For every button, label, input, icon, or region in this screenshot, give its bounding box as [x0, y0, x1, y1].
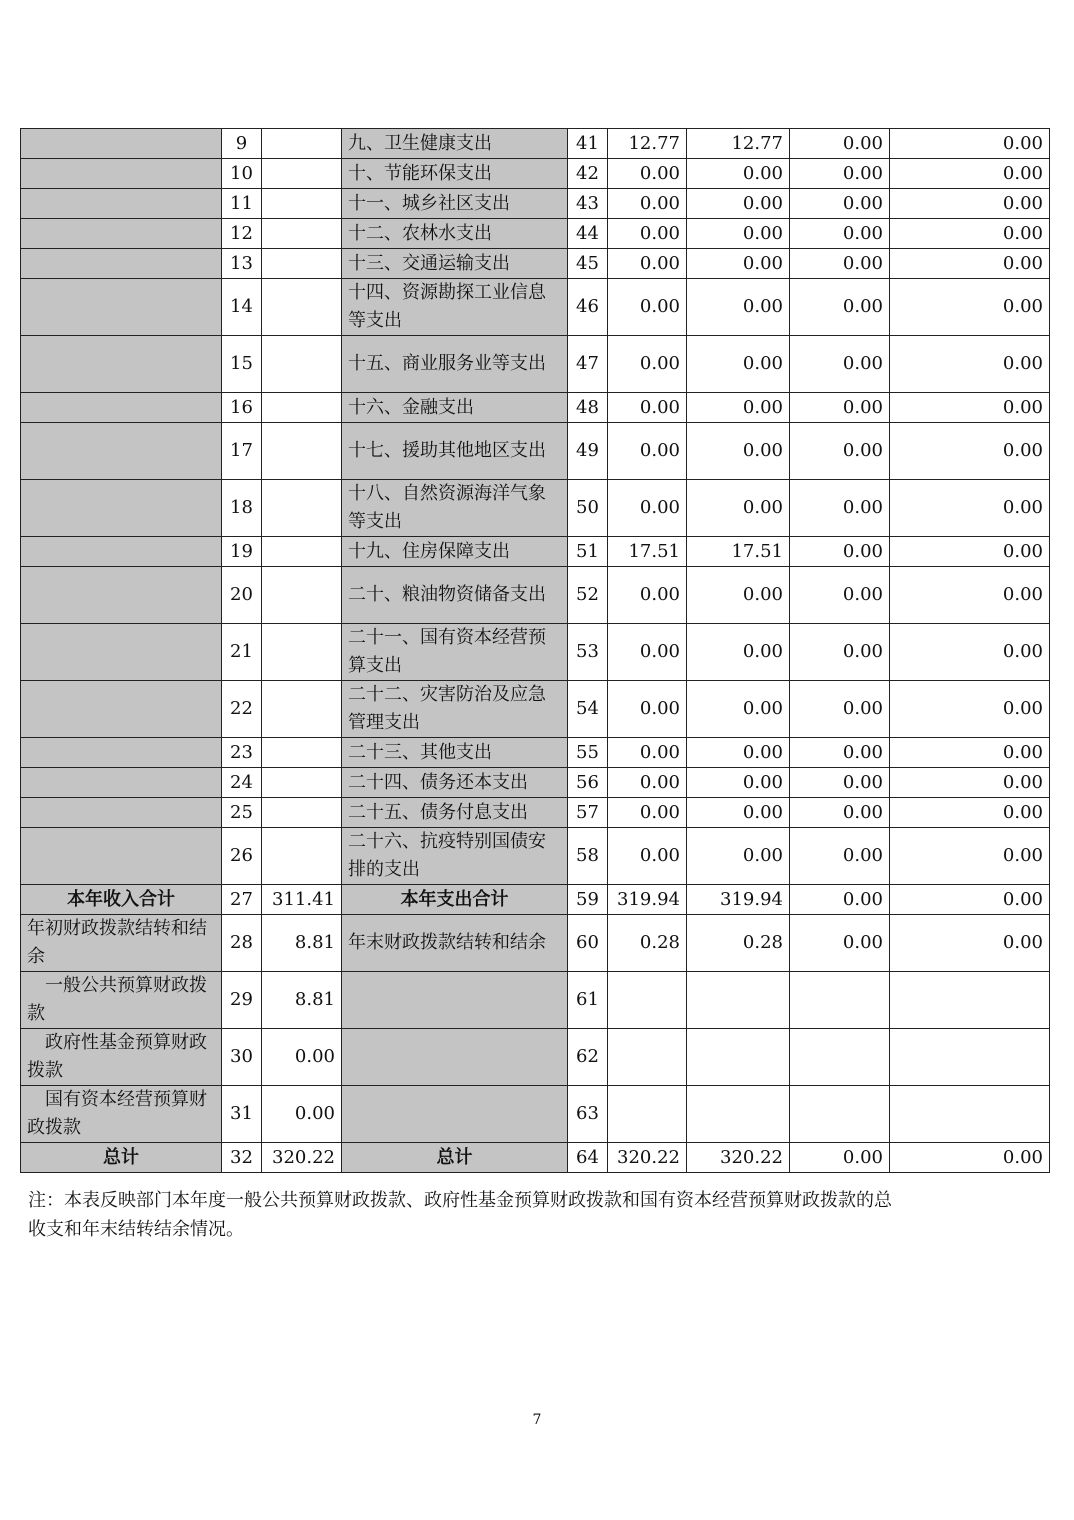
income-item-cell: 年初财政拨款结转和结余: [21, 915, 222, 972]
table-row: [21, 393, 1050, 423]
income-line-number: 18: [222, 480, 262, 537]
income-amount: [262, 624, 342, 681]
expense-total: 17.51: [608, 537, 687, 567]
expense-item-cell: 十五、商业服务业等支出: [342, 336, 568, 393]
table-note: 注：本表反映部门本年度一般公共预算财政拨款、政府性基金预算财政拨款和国有资本经营预算财政拨款的总收支和年末结转结余情况。: [28, 1190, 892, 1240]
state-capital-amount: 0.00: [890, 915, 1050, 972]
gov-fund-amount: 0.00: [790, 537, 890, 567]
gov-fund-amount: [790, 1029, 890, 1086]
income-amount: [262, 537, 342, 567]
expense-line-number: 64: [568, 1143, 608, 1173]
expense-line-number: 43: [568, 189, 608, 219]
table-row: [21, 798, 1050, 828]
general-budget-amount: 0.00: [687, 768, 790, 798]
income-amount: 8.81: [262, 972, 342, 1029]
income-line-number: 32: [222, 1143, 262, 1173]
gov-fund-amount: [790, 1086, 890, 1143]
expense-total: 0.00: [608, 249, 687, 279]
income-line-number: 26: [222, 828, 262, 885]
income-amount: [262, 828, 342, 885]
gov-fund-amount: 0.00: [790, 828, 890, 885]
general-budget-amount: 0.00: [687, 279, 790, 336]
gov-fund-amount: [790, 972, 890, 1029]
expense-item-cell: [342, 972, 568, 1029]
income-amount: [262, 129, 342, 159]
general-budget-amount: 0.00: [687, 624, 790, 681]
expense-total: 0.28: [608, 915, 687, 972]
expense-line-number: 54: [568, 681, 608, 738]
expense-total: [608, 972, 687, 1029]
expense-line-number: 45: [568, 249, 608, 279]
table-row: [21, 681, 1050, 738]
expense-item-cell: 二十、粮油物资储备支出: [342, 567, 568, 624]
state-capital-amount: 0.00: [890, 885, 1050, 915]
gov-fund-amount: 0.00: [790, 624, 890, 681]
expense-total: 0.00: [608, 189, 687, 219]
income-line-number: 29: [222, 972, 262, 1029]
general-budget-amount: 17.51: [687, 537, 790, 567]
expense-total: 0.00: [608, 681, 687, 738]
state-capital-amount: 0.00: [890, 537, 1050, 567]
income-item-cell: 政府性基金预算财政拨款: [21, 1029, 222, 1086]
table-row: [21, 1143, 1050, 1173]
state-capital-amount: 0.00: [890, 828, 1050, 885]
table-row: [21, 249, 1050, 279]
expense-total: 0.00: [608, 828, 687, 885]
expense-item-cell: 十八、自然资源海洋气象等支出: [342, 480, 568, 537]
general-budget-amount: 0.00: [687, 189, 790, 219]
expense-total: 0.00: [608, 336, 687, 393]
income-amount: [262, 681, 342, 738]
expense-line-number: 58: [568, 828, 608, 885]
page-number: 7: [532, 1412, 542, 1428]
expense-total: 0.00: [608, 798, 687, 828]
expense-item-cell: 十三、交通运输支出: [342, 249, 568, 279]
income-line-number: 17: [222, 423, 262, 480]
general-budget-amount: 0.00: [687, 681, 790, 738]
general-budget-amount: [687, 1086, 790, 1143]
gov-fund-amount: 0.00: [790, 885, 890, 915]
table-row: [21, 972, 1050, 1029]
expense-item-cell: 十九、住房保障支出: [342, 537, 568, 567]
expense-total: [608, 1086, 687, 1143]
state-capital-amount: 0.00: [890, 624, 1050, 681]
expense-total: 0.00: [608, 480, 687, 537]
income-item-cell: [21, 423, 222, 480]
state-capital-amount: 0.00: [890, 189, 1050, 219]
state-capital-amount: 0.00: [890, 159, 1050, 189]
expense-item-cell: [342, 1029, 568, 1086]
expense-total: 0.00: [608, 738, 687, 768]
income-line-number: 27: [222, 885, 262, 915]
general-budget-amount: 0.00: [687, 480, 790, 537]
income-item-cell: [21, 336, 222, 393]
expense-total: 0.00: [608, 567, 687, 624]
income-item-cell: [21, 567, 222, 624]
table-row: [21, 423, 1050, 480]
state-capital-amount: 0.00: [890, 567, 1050, 624]
state-capital-amount: 0.00: [890, 336, 1050, 393]
state-capital-amount: 0.00: [890, 738, 1050, 768]
income-amount: [262, 159, 342, 189]
general-budget-amount: 319.94: [687, 885, 790, 915]
state-capital-amount: 0.00: [890, 393, 1050, 423]
income-line-number: 19: [222, 537, 262, 567]
expense-item-cell: [342, 1086, 568, 1143]
state-capital-amount: 0.00: [890, 1143, 1050, 1173]
expense-item-cell: 十、节能环保支出: [342, 159, 568, 189]
table-row: [21, 537, 1050, 567]
expense-line-number: 47: [568, 336, 608, 393]
gov-fund-amount: 0.00: [790, 129, 890, 159]
expense-item-cell: 二十五、债务付息支出: [342, 798, 568, 828]
table-row: [21, 279, 1050, 336]
income-amount: [262, 798, 342, 828]
state-capital-amount: 0.00: [890, 219, 1050, 249]
expense-item-cell: 二十二、灾害防治及应急管理支出: [342, 681, 568, 738]
expense-item-cell: 九、卫生健康支出: [342, 129, 568, 159]
income-item-cell: [21, 828, 222, 885]
income-amount: [262, 249, 342, 279]
table-row: [21, 738, 1050, 768]
state-capital-amount: 0.00: [890, 768, 1050, 798]
income-amount: 0.00: [262, 1086, 342, 1143]
income-item-cell: 国有资本经营预算财政拨款: [21, 1086, 222, 1143]
gov-fund-amount: 0.00: [790, 279, 890, 336]
expense-item-cell: 二十四、债务还本支出: [342, 768, 568, 798]
general-budget-amount: 320.22: [687, 1143, 790, 1173]
general-budget-amount: [687, 972, 790, 1029]
state-capital-amount: 0.00: [890, 279, 1050, 336]
state-capital-amount: 0.00: [890, 129, 1050, 159]
gov-fund-amount: 0.00: [790, 219, 890, 249]
income-line-number: 11: [222, 189, 262, 219]
state-capital-amount: 0.00: [890, 681, 1050, 738]
income-item-cell: [21, 798, 222, 828]
gov-fund-amount: 0.00: [790, 768, 890, 798]
expense-line-number: 61: [568, 972, 608, 1029]
gov-fund-amount: 0.00: [790, 480, 890, 537]
income-item-cell: [21, 393, 222, 423]
gov-fund-amount: 0.00: [790, 1143, 890, 1173]
expense-total: 0.00: [608, 219, 687, 249]
income-amount: 0.00: [262, 1029, 342, 1086]
expense-total: 319.94: [608, 885, 687, 915]
gov-fund-amount: 0.00: [790, 189, 890, 219]
income-amount: 311.41: [262, 885, 342, 915]
gov-fund-amount: 0.00: [790, 159, 890, 189]
income-line-number: 13: [222, 249, 262, 279]
table-row: [21, 219, 1050, 249]
income-amount: [262, 423, 342, 480]
general-budget-amount: 12.77: [687, 129, 790, 159]
table-row: [21, 129, 1050, 159]
income-line-number: 9: [222, 129, 262, 159]
state-capital-amount: 0.00: [890, 798, 1050, 828]
general-budget-amount: 0.00: [687, 219, 790, 249]
expense-line-number: 42: [568, 159, 608, 189]
expense-item-cell: 二十一、国有资本经营预算支出: [342, 624, 568, 681]
gov-fund-amount: 0.00: [790, 249, 890, 279]
income-line-number: 16: [222, 393, 262, 423]
income-item-cell: 总计: [21, 1143, 222, 1173]
income-item-cell: [21, 189, 222, 219]
expense-line-number: 50: [568, 480, 608, 537]
general-budget-amount: 0.28: [687, 915, 790, 972]
expense-item-cell: 二十六、抗疫特别国债安排的支出: [342, 828, 568, 885]
income-item-cell: [21, 537, 222, 567]
general-budget-amount: 0.00: [687, 738, 790, 768]
expense-item-cell: 十一、城乡社区支出: [342, 189, 568, 219]
expense-item-cell: 十四、资源勘探工业信息等支出: [342, 279, 568, 336]
table-row: [21, 189, 1050, 219]
general-budget-amount: 0.00: [687, 828, 790, 885]
expense-item-cell: 年末财政拨款结转和结余: [342, 915, 568, 972]
income-amount: [262, 219, 342, 249]
table-row: [21, 567, 1050, 624]
expense-line-number: 59: [568, 885, 608, 915]
expense-line-number: 46: [568, 279, 608, 336]
income-line-number: 25: [222, 798, 262, 828]
income-item-cell: [21, 219, 222, 249]
expense-line-number: 48: [568, 393, 608, 423]
expense-line-number: 49: [568, 423, 608, 480]
expense-line-number: 62: [568, 1029, 608, 1086]
general-budget-amount: 0.00: [687, 393, 790, 423]
expense-total: 0.00: [608, 279, 687, 336]
income-line-number: 30: [222, 1029, 262, 1086]
expense-item-cell: 十七、援助其他地区支出: [342, 423, 568, 480]
expense-total: 12.77: [608, 129, 687, 159]
income-item-cell: [21, 129, 222, 159]
income-amount: [262, 189, 342, 219]
income-line-number: 15: [222, 336, 262, 393]
table-body: [21, 129, 1050, 1173]
table-row: [21, 915, 1050, 972]
expense-item-cell: 十六、金融支出: [342, 393, 568, 423]
table-row: [21, 480, 1050, 537]
expense-item-cell: 十二、农林水支出: [342, 219, 568, 249]
gov-fund-amount: 0.00: [790, 681, 890, 738]
expense-total: [608, 1029, 687, 1086]
gov-fund-amount: 0.00: [790, 336, 890, 393]
table-row: [21, 828, 1050, 885]
state-capital-amount: [890, 1029, 1050, 1086]
general-budget-amount: [687, 1029, 790, 1086]
expense-total: 320.22: [608, 1143, 687, 1173]
expense-line-number: 53: [568, 624, 608, 681]
income-item-cell: [21, 624, 222, 681]
table-row: [21, 336, 1050, 393]
table-row: [21, 159, 1050, 189]
income-amount: [262, 279, 342, 336]
table-row: [21, 1086, 1050, 1143]
general-budget-amount: 0.00: [687, 567, 790, 624]
expense-line-number: 52: [568, 567, 608, 624]
table-row: [21, 885, 1050, 915]
income-item-cell: [21, 738, 222, 768]
expense-line-number: 56: [568, 768, 608, 798]
income-item-cell: [21, 681, 222, 738]
expense-total: 0.00: [608, 768, 687, 798]
income-amount: 8.81: [262, 915, 342, 972]
income-amount: [262, 393, 342, 423]
gov-fund-amount: 0.00: [790, 393, 890, 423]
general-budget-amount: 0.00: [687, 249, 790, 279]
general-budget-amount: 0.00: [687, 336, 790, 393]
income-amount: [262, 768, 342, 798]
income-line-number: 12: [222, 219, 262, 249]
income-item-cell: 本年收入合计: [21, 885, 222, 915]
expense-line-number: 41: [568, 129, 608, 159]
income-item-cell: [21, 249, 222, 279]
income-item-cell: [21, 279, 222, 336]
gov-fund-amount: 0.00: [790, 567, 890, 624]
expense-item-cell: 二十三、其他支出: [342, 738, 568, 768]
income-amount: 320.22: [262, 1143, 342, 1173]
income-item-cell: [21, 480, 222, 537]
income-item-cell: 一般公共预算财政拨款: [21, 972, 222, 1029]
income-line-number: 21: [222, 624, 262, 681]
budget-table: [20, 128, 1050, 1173]
state-capital-amount: [890, 972, 1050, 1029]
state-capital-amount: 0.00: [890, 480, 1050, 537]
general-budget-amount: 0.00: [687, 423, 790, 480]
income-line-number: 23: [222, 738, 262, 768]
table-row: [21, 768, 1050, 798]
income-item-cell: [21, 159, 222, 189]
gov-fund-amount: 0.00: [790, 798, 890, 828]
expense-total: 0.00: [608, 393, 687, 423]
expense-line-number: 63: [568, 1086, 608, 1143]
income-item-cell: [21, 768, 222, 798]
gov-fund-amount: 0.00: [790, 738, 890, 768]
expense-total: 0.00: [608, 159, 687, 189]
income-line-number: 14: [222, 279, 262, 336]
gov-fund-amount: 0.00: [790, 915, 890, 972]
income-line-number: 31: [222, 1086, 262, 1143]
expense-line-number: 51: [568, 537, 608, 567]
expense-line-number: 44: [568, 219, 608, 249]
expense-line-number: 60: [568, 915, 608, 972]
income-line-number: 22: [222, 681, 262, 738]
income-amount: [262, 567, 342, 624]
table-row: [21, 624, 1050, 681]
state-capital-amount: 0.00: [890, 423, 1050, 480]
income-amount: [262, 738, 342, 768]
expense-line-number: 57: [568, 798, 608, 828]
gov-fund-amount: 0.00: [790, 423, 890, 480]
income-line-number: 28: [222, 915, 262, 972]
general-budget-amount: 0.00: [687, 159, 790, 189]
income-amount: [262, 336, 342, 393]
expense-item-cell: 本年支出合计: [342, 885, 568, 915]
income-line-number: 24: [222, 768, 262, 798]
expense-total: 0.00: [608, 624, 687, 681]
state-capital-amount: 0.00: [890, 249, 1050, 279]
income-line-number: 20: [222, 567, 262, 624]
expense-total: 0.00: [608, 423, 687, 480]
income-amount: [262, 480, 342, 537]
state-capital-amount: [890, 1086, 1050, 1143]
table-row: [21, 1029, 1050, 1086]
expense-line-number: 55: [568, 738, 608, 768]
general-budget-amount: 0.00: [687, 798, 790, 828]
expense-item-cell: 总计: [342, 1143, 568, 1173]
income-line-number: 10: [222, 159, 262, 189]
